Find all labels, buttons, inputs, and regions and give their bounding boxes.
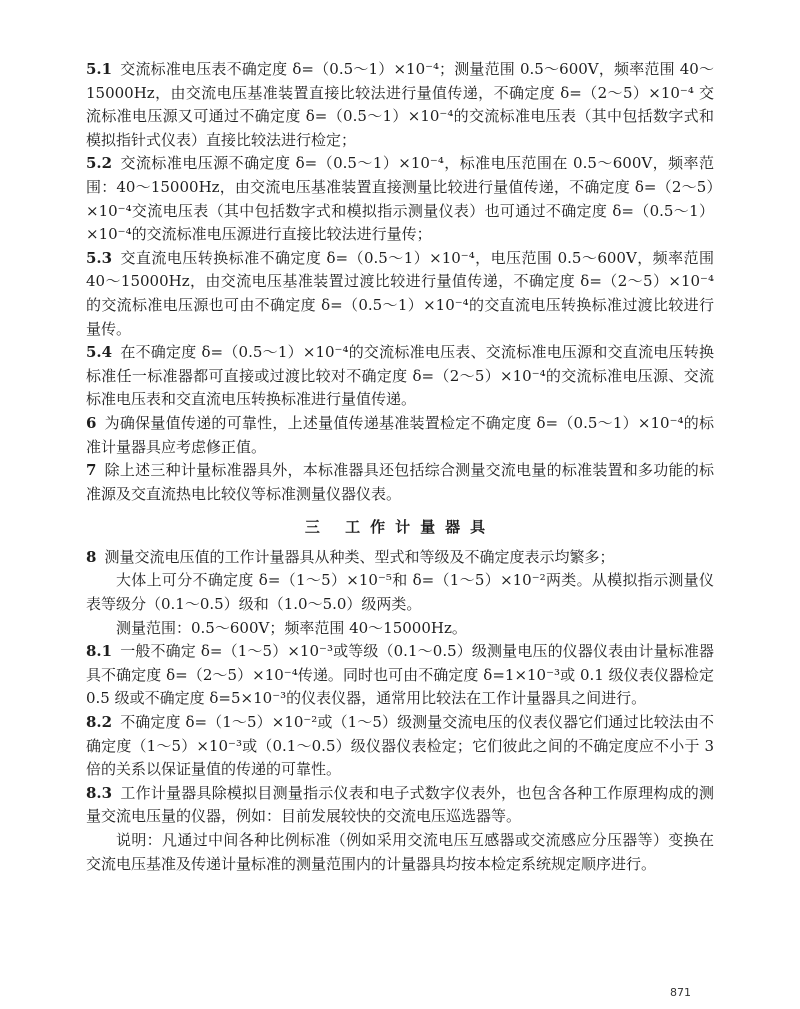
clause-text: 不确定度 δ=（1～5）×10⁻²或（1～5）级测量交流电压的仪表仪器它们通过比较法由不确定度（1～5）×10⁻³或（0.1～0.5）级仪器仪表检定；它们彼此之间的不确定度应不小于 3 倍的关系以保证量值的传递的可靠性。 [86, 713, 714, 779]
paragraph-6 [86, 412, 714, 459]
paragraph-5-3 [86, 247, 714, 341]
paragraph-8-1 [86, 640, 714, 711]
page-number: 871 [670, 986, 691, 999]
paragraph-7 [86, 459, 714, 506]
clause-text: 测量范围：0.5～600V；频率范围 40～15000Hz。 [116, 618, 467, 637]
clause-number: 8.2 [86, 713, 113, 732]
clause-text: 测量交流电压值的工作计量器具从种类、型式和等级及不确定度表示均繁多； [104, 547, 615, 566]
clause-number: 5.3 [86, 248, 113, 267]
paragraph-8-2 [86, 711, 714, 782]
paragraph-note [86, 829, 714, 876]
paragraph-8-3 [86, 782, 714, 829]
clause-text: 在不确定度 δ=（0.5～1）×10⁻⁴的交流标准电压表、交流标准电压源和交直流电压转换标准任一标准器都可直接或过渡比较对不确定度 δ=（2～5）×10⁻⁴的交流标准电压源、交流标准电压表和交直流电压转换标准进行量值传递。 [86, 343, 714, 409]
paragraph-5-2 [86, 152, 714, 246]
paragraph-8-range [86, 617, 714, 641]
clause-number: 8.1 [86, 642, 113, 661]
clause-number: 6 [86, 413, 97, 432]
clause-text: 交流标准电压表不确定度 δ=（0.5～1）×10⁻⁴；测量范围 0.5～600V，频率范围 40～15000Hz，由交流电压基准装置直接比较法进行量值传递，不确定度 δ=（2～5）×10⁻⁴ 交流标准电压源又可通过不确定度 δ=（0.5～1）×10⁻⁴的交流标准电压表（其中包括数字式和模拟指针式仪表）直接比较法进行检定； [86, 60, 714, 149]
paragraph-8 [86, 546, 714, 570]
clause-text: 工作计量器具除模拟目测量指示仪表和电子式数字仪表外，也包含各种工作原理构成的测量交流电压量的仪器，例如：目前发展较快的交流电压巡选器等。 [86, 783, 714, 826]
paragraph-5-1 [86, 58, 714, 152]
clause-text: 说明：凡通过中间各种比例标准（例如采用交流电压互感器或交流感应分压器等）变换在交流电压基准及传递计量标准的测量范围内的计量器具均按本检定系统规定顺序进行。 [86, 831, 714, 873]
page-content [86, 58, 714, 876]
paragraph-8-classes [86, 569, 714, 616]
clause-number: 5.2 [86, 154, 113, 173]
clause-text: 交流标准电压源不确定度 δ=（0.5～1）×10⁻⁴，标准电压范围在 0.5～600V，频率范围：40～15000Hz，由交流电压基准装置直接测量比较进行量值传递，不确定度 δ=（2～5）×10⁻⁴交流电压表（其中包括数字式和模拟指示测量仪表）也可通过不确定度 δ=（0.5～1）×10⁻⁴的交流标准电压源进行直接比较法进行量传； [86, 154, 714, 244]
clause-text: 为确保量值传递的可靠性，上述量值传递基准装置检定不确定度 δ=（0.5～1）×10⁻⁴的标准计量器具应考虑修正值。 [86, 413, 714, 456]
clause-number: 7 [86, 461, 97, 480]
clause-number: 5.1 [86, 60, 113, 78]
clause-number: 5.4 [86, 343, 113, 362]
clause-number: 8.3 [86, 783, 113, 802]
clause-text: 除上述三种计量标准器具外，本标准器具还包括综合测量交流电量的标准装置和多功能的标准源及交直流热电比较仪等标准测量仪器仪表。 [86, 461, 714, 503]
clause-text: 一般不确定 δ=（1～5）×10⁻³或等级（0.1～0.5）级测量电压的仪器仪表由计量标准器具不确定度 δ=（2～5）×10⁻⁴传递。同时也可由不确定度 δ=1×10⁻³或 0.1 级仪表仪器检定 0.5 级或不确定度 δ=5×10⁻³的仪表仪器，通常用比较法在工作计量器具之间进行。 [86, 642, 714, 708]
clause-number: 8 [86, 547, 97, 566]
paragraph-5-4 [86, 341, 714, 412]
section-title: 三 工作计量器具 [304, 518, 496, 537]
clause-text: 大体上可分不确定度 δ=（1～5）×10⁻⁵和 δ=（1～5）×10⁻²两类。从模拟指示测量仪表等级分（0.1～0.5）级和（1.0～5.0）级两类。 [86, 571, 714, 614]
clause-text: 交直流电压转换标准不确定度 δ=（0.5～1）×10⁻⁴，电压范围 0.5～600V，频率范围 40～15000Hz，由交流电压基准装置过渡比较进行量值传递，不确定度 δ=（2～5）×10⁻⁴的交流标准电压源也可由不确定度 δ=（0.5～1）×10⁻⁴的交直流电压转换标准过渡比较进行量传。 [86, 248, 714, 338]
